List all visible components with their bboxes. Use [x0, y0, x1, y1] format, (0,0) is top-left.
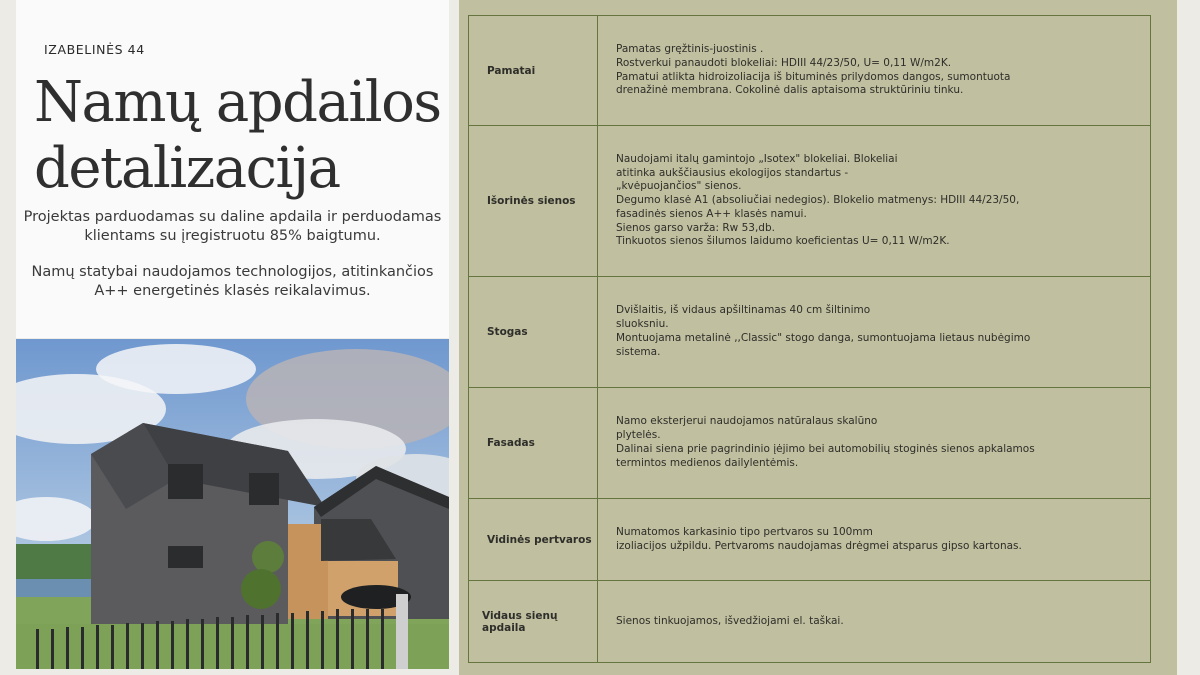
project-address: IZABELINĖS 44 — [44, 42, 145, 57]
page-edge — [1177, 0, 1200, 675]
page-title-line-2: detalizacija — [34, 136, 340, 201]
row-label-fasadas: Fasadas — [469, 388, 598, 499]
description-line: izoliacijos užpildu. Pertvaroms naudojamas drėgmei atsparus gipso kartonas. — [616, 539, 1022, 552]
intro-paragraph-1-line-2: klientams su įregistruotu 85% baigtumu. — [84, 228, 381, 244]
row-label-line: apdaila — [482, 621, 526, 634]
row-description — [598, 16, 1151, 126]
description-line: termintos medienos dailylentėmis. — [616, 456, 799, 469]
row-label-line: Vidaus sienų — [482, 609, 558, 622]
house-rendering-illustration — [16, 339, 449, 669]
specification-table — [468, 15, 1151, 663]
description-line: plytelės. — [616, 429, 661, 442]
description-line: sistema. — [616, 345, 661, 358]
description-line: Dvišlaitis, iš vidaus apšiltinamas 40 cm šiltinimo — [616, 304, 871, 317]
table-row — [469, 499, 1151, 581]
description-line: drenažinė membrana. Cokolinė dalis aptaisoma struktūriniu tinku. — [616, 84, 964, 97]
row-description — [598, 126, 1151, 277]
row-label-stogas: Stogas — [469, 277, 598, 388]
row-description — [598, 388, 1151, 499]
row-label-vidaus-sienu-apdaila — [469, 581, 598, 663]
row-description — [598, 499, 1151, 581]
row-label-pamatai: Pamatai — [469, 16, 598, 126]
description-line: Sienos tinkuojamos, išvedžiojami el. taškai. — [616, 614, 844, 627]
row-description — [598, 581, 1151, 663]
description-line: „kvėpuojančios" sienos. — [616, 180, 742, 193]
house-rendering-image — [16, 339, 449, 669]
table-row — [469, 388, 1151, 499]
description-line: atitinka aukščiausius ekologijos standartus - — [616, 166, 849, 179]
table-row — [469, 277, 1151, 388]
description-line: Pamatui atlikta hidroizoliacija iš bituminės prilydomos dangos, sumontuota — [616, 70, 1011, 83]
description-line: Rostverkui panaudoti blokeliai: HDIII 44/23/50, U= 0,11 W/m2K. — [616, 56, 952, 69]
intro-paragraph-1 — [16, 208, 449, 246]
description-line: Dalinai siena prie pagrindinio įėjimo bei automobilių stoginės sienos apkalamos — [616, 443, 1035, 455]
intro-paragraph-2 — [16, 263, 449, 301]
intro-paragraph-2-line-2: A++ energetinės klasės reikalavimus. — [94, 283, 371, 299]
description-line: Namo eksterjerui naudojamos natūralaus skalūno — [616, 415, 878, 428]
description-line: Naudojami italų gamintojo „Isotex" blokeliai. Blokeliai — [616, 152, 898, 165]
description-line: Tinkuotos sienos šilumos laidumo koeficientas U= 0,11 W/m2K. — [616, 235, 950, 248]
page-title — [34, 70, 441, 202]
row-label-vidines-pertvaros: Vidinės pertvaros — [469, 499, 598, 581]
description-line: fasadinės sienos A++ klasės namui. — [616, 207, 807, 220]
description-line: Numatomos karkasinio tipo pertvaros su 100mm — [616, 525, 873, 538]
row-label-isorines-sienos: Išorinės sienos — [469, 126, 598, 277]
description-line: Sienos garso varža: Rw 53,db. — [616, 221, 775, 234]
intro-paragraph-2-line-1: Namų statybai naudojamos technologijos, atitinkančios — [31, 264, 434, 280]
description-line: Degumo klasė A1 (absoliučiai nedegios). Blokelio matmenys: HDIII 44/23/50, — [616, 194, 1020, 207]
description-line: sluoksniu. — [616, 318, 669, 331]
table-row — [469, 16, 1151, 126]
description-line: Montuojama metalinė ,,Classic" stogo danga, sumontuojama lietaus nubėgimo — [616, 332, 1031, 344]
table-row — [469, 126, 1151, 277]
intro-paragraph-1-line-1: Projektas parduodamas su daline apdaila ir perduodamas — [23, 209, 442, 225]
page-title-line-1: Namų apdailos — [34, 70, 441, 135]
description-line: Pamatas gręžtinis-juostinis . — [616, 42, 764, 55]
table-row — [469, 581, 1151, 663]
intro-card — [16, 0, 449, 338]
row-description — [598, 277, 1151, 388]
